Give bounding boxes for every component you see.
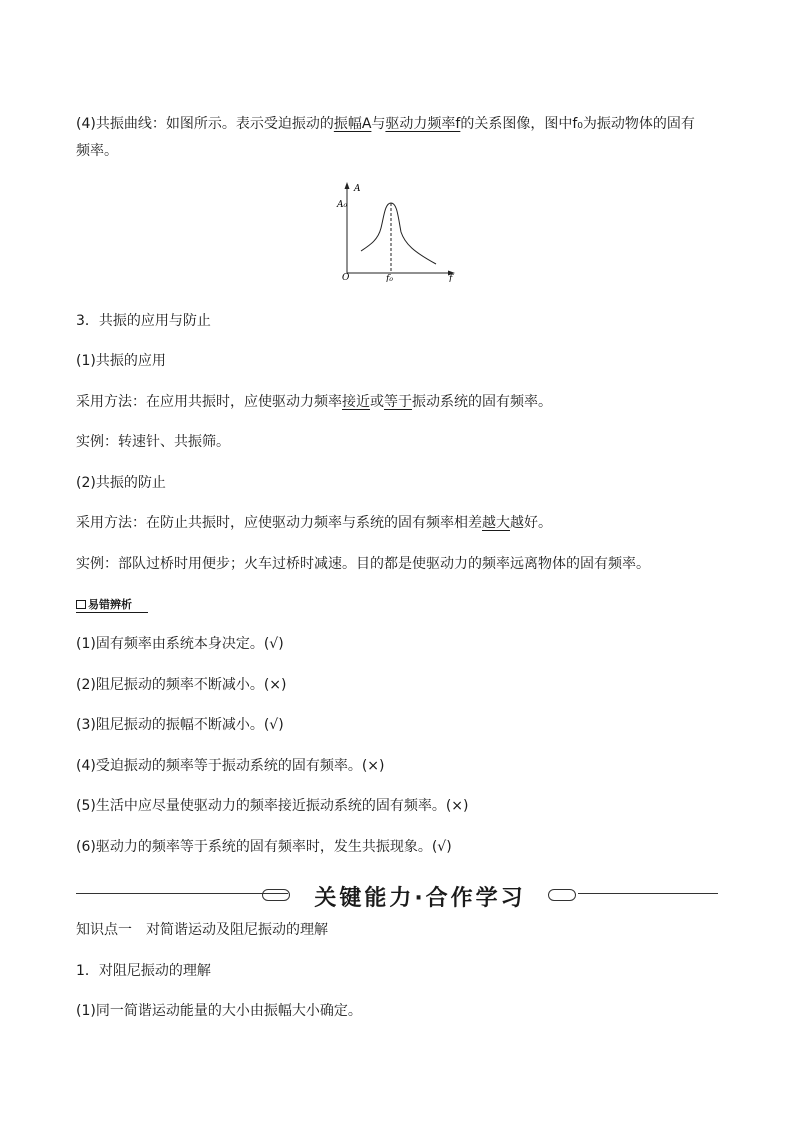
knowledge-point-1-title: 知识点一 对简谐运动及阻尼振动的理解 [76,922,328,938]
text-run: 与 [371,116,386,132]
x-axis-label: f [449,274,453,282]
section-3-1-example: 实例：转速针、共振筛。 [76,434,230,450]
banner-rule-right [578,893,718,894]
resonance-curve-paragraph-continued: 频率。 [76,143,118,159]
common-mistakes-badge [76,598,132,612]
text-run: 的关系图像，图中f₀为振动物体的固有 [460,116,695,132]
y-axis-label: A [354,184,361,194]
underlined-term-driving-frequency: 驱动力频率f [385,116,461,132]
resonance-curve-paragraph [76,114,695,134]
judgment-item: (2)阻尼振动的频率不断减小。(×) [76,677,287,693]
x-tick-f0: f₀ [386,274,393,282]
banner-title: 关键能力·合作学习 [314,886,526,911]
underlined-term-close: 接近 [342,394,370,410]
resonance-curve [361,203,436,264]
banner-scroll-right-icon [548,889,576,901]
y-tick-a0: A₀ [337,200,348,210]
badge-label: 易错辨析 [88,598,132,611]
judgment-item: (3)阻尼振动的振幅不断减小。(√) [76,717,284,733]
origin-label: O [342,273,350,282]
section-3-title: 3．共振的应用与防止 [76,313,211,329]
text-run: 振动系统的固有频率。 [412,394,552,410]
banner-rule-left [76,893,288,894]
banner-scroll-left-icon [262,889,290,901]
y-axis-arrow [345,182,350,189]
kp1-subsection-1-title: 1．对阻尼振动的理解 [76,963,211,979]
section-3-2-title: (2)共振的防止 [76,475,166,491]
section-3-2-example: 实例：部队过桥时用便步；火车过桥时减速。目的都是使驱动力的频率远离物体的固有频率。 [76,556,650,572]
text-run: 采用方法：在应用共振时，应使驱动力频率 [76,394,342,410]
text-run: 采用方法：在防止共振时，应使驱动力频率与系统的固有频率相差 [76,515,482,531]
text-run: (4)共振曲线：如图所示。表示受迫振动的 [76,116,334,132]
kp1-subsection-1-item-1: (1)同一简谐运动能量的大小由振幅大小确定。 [76,1003,362,1019]
judgment-item: (5)生活中应尽量使驱动力的频率接近振动系统的固有频率。(×) [76,798,469,814]
judgment-item: (1)固有频率由系统本身决定。(√) [76,636,284,652]
text-run: 越好。 [510,515,552,531]
judgment-item: (4)受迫振动的频率等于振动系统的固有频率。(×) [76,758,385,774]
section-3-1-title: (1)共振的应用 [76,353,166,369]
section-3-1-method [76,392,552,412]
badge-square-icon [76,600,86,609]
text-run: 或 [370,394,384,410]
underlined-term-larger: 越大 [482,515,510,531]
underlined-term-amplitude: 振幅A [333,116,372,132]
judgment-item: (6)驱动力的频率等于系统的固有频率时，发生共振现象。(√) [76,839,452,855]
underlined-term-equal: 等于 [384,394,412,410]
resonance-curve-figure [330,180,470,282]
badge-underline [76,612,148,613]
section-3-2-method [76,513,552,533]
